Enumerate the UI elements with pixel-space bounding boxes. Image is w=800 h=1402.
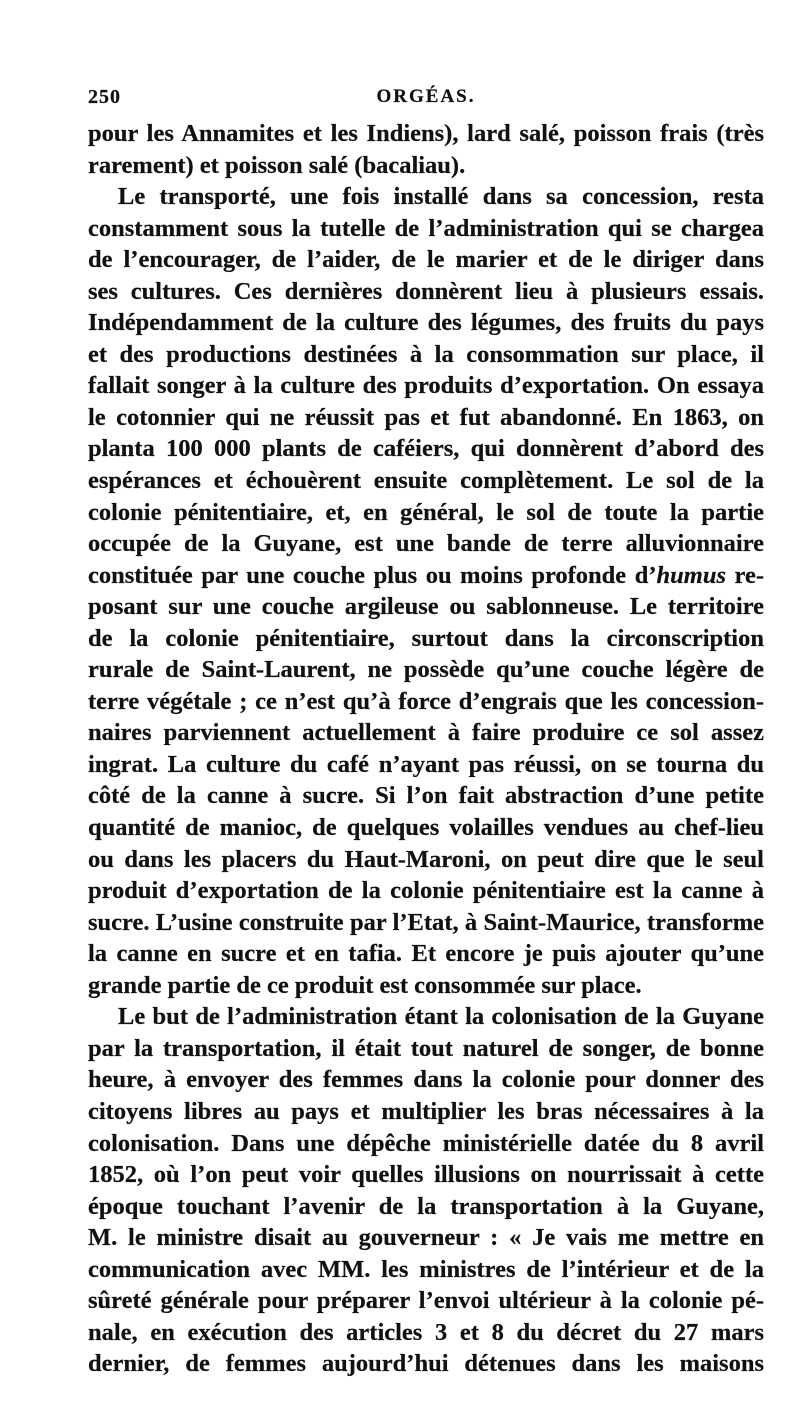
text-line <box>88 1191 764 1223</box>
text-line-content: dernier, de femmes aujourd’hui détenues dans les maisons <box>88 1350 764 1378</box>
text-line <box>88 307 764 339</box>
text-line <box>88 749 764 781</box>
text-line-content: Indépendamment de la culture des légumes, des fruits du pays <box>88 309 764 337</box>
text-line <box>88 244 764 276</box>
text-line-content: colonisation. Dans une dépêche ministérielle datée du 8 avril <box>88 1129 764 1157</box>
text-line-content: posant sur une couche argileuse ou sablonneuse. Le territoire <box>88 593 764 621</box>
text-line <box>88 118 764 150</box>
text-line-content: de l’encourager, de l’aider, de le marier et de le diriger dans <box>88 246 764 274</box>
text-line <box>88 1128 764 1160</box>
text-line <box>88 213 764 245</box>
page-header <box>88 86 764 116</box>
text-line-content: constamment sous la tutelle de l’administration qui se chargea <box>88 214 764 242</box>
text-line <box>88 465 764 497</box>
text-line <box>88 1159 764 1191</box>
text-line <box>88 528 764 560</box>
text-line-content: de la colonie pénitentiaire, surtout dans la circonscription <box>88 624 764 652</box>
text-line-content: rarement) et poisson salé (bacaliau). <box>88 151 466 179</box>
page-number: 250 <box>88 86 121 108</box>
text-line-content: naires parviennent actuellement à faire produire ce sol assez <box>88 719 764 747</box>
text-line <box>88 686 764 718</box>
text-line <box>88 1064 764 1096</box>
text-line <box>88 1033 764 1065</box>
text-line <box>88 875 764 907</box>
text-line <box>88 276 764 308</box>
text-line <box>88 1222 764 1254</box>
text-line-content: sûreté générale pour préparer l’envoi ultérieur à la colonie pé- <box>88 1287 764 1315</box>
text-line-content: citoyens libres au pays et multiplier les bras nécessaires à la <box>88 1097 764 1125</box>
book-page <box>88 86 764 1380</box>
text-line-content: planta 100 000 plants de caféiers, qui donnèrent d’abord des <box>88 435 764 463</box>
text-line-continuation: re- <box>725 561 765 589</box>
text-line <box>88 623 764 655</box>
text-line-content: terre végétale ; ce n’est qu’à force d’engrais que les concession- <box>88 687 764 715</box>
text-line-content: occupée de la Guyane, est une bande de terre alluvionnaire <box>88 530 764 558</box>
text-line <box>88 1254 764 1286</box>
text-line <box>88 654 764 686</box>
text-line-content: ou dans les placers du Haut-Maroni, on peut dire que le seul <box>88 845 764 873</box>
text-line-content: époque touchant l’avenir de la transportation à la Guyane, <box>88 1192 764 1220</box>
text-line-content: et des productions destinées à la consommation sur place, il <box>88 340 764 368</box>
text-line-content: Le but de l’administration étant la colonisation de la Guyane <box>118 1003 764 1031</box>
text-line <box>88 433 764 465</box>
text-line-content: ses cultures. Ces dernières donnèrent lieu à plusieurs essais. <box>88 277 764 305</box>
text-line <box>88 780 764 812</box>
text-line-content: 1852, où l’on peut voir quelles illusions on nourrissait à cette <box>88 1161 764 1189</box>
text-line-content: Le transporté, une fois installé dans sa concession, resta <box>118 183 764 211</box>
text-line <box>88 339 764 371</box>
text-line <box>88 370 764 402</box>
body-text <box>88 118 764 1380</box>
text-line-content: constituée par une couche plus ou moins profonde d’ <box>88 561 657 589</box>
text-line-content: pour les Annamites et les Indiens), lard salé, poisson frais (très <box>88 120 764 147</box>
text-line-content: sucre. L’usine construite par l’Etat, à Saint-Maurice, transforme <box>88 908 764 936</box>
text-line-content: M. le ministre disait au gouverneur : « Je vais me mettre en <box>88 1224 764 1252</box>
text-line <box>88 970 764 1002</box>
text-line-content: la canne en sucre et en tafia. Et encore je puis ajouter qu’une <box>88 940 764 968</box>
text-line-content: par la transportation, il était tout naturel de songer, de bonne <box>88 1034 764 1062</box>
text-line-content: nale, en exécution des articles 3 et 8 du décret du 27 mars <box>88 1318 764 1346</box>
text-line <box>88 907 764 939</box>
text-line <box>88 1096 764 1128</box>
text-line <box>88 1285 764 1317</box>
text-line <box>88 1317 764 1349</box>
text-line-content: fallait songer à la culture des produits d’exportation. On essaya <box>88 372 764 400</box>
text-line-content: colonie pénitentiaire, et, en général, le sol de toute la partie <box>88 498 764 526</box>
text-line-content: espérances et échouèrent ensuite complètement. Le sol de la <box>88 467 764 495</box>
text-line-content: ingrat. La culture du café n’ayant pas réussi, on se tourna du <box>88 750 764 778</box>
text-line-content: grande partie de ce produit est consommée sur place. <box>88 971 642 999</box>
text-line-content: côté de la canne à sucre. Si l’on fait abstraction d’une petite <box>88 782 764 810</box>
text-line-content: communication avec MM. les ministres de l’intérieur et de la <box>88 1255 764 1283</box>
text-line <box>88 1348 764 1380</box>
text-line-content: heure, à envoyer des femmes dans la colonie pour donner des <box>88 1066 764 1094</box>
text-line <box>88 497 764 529</box>
text-line <box>88 938 764 970</box>
text-line <box>88 150 764 182</box>
text-line-content: le cotonnier qui ne réussit pas et fut abandonné. En 1863, on <box>88 403 764 431</box>
text-line <box>88 591 764 623</box>
text-line <box>88 717 764 749</box>
text-line <box>88 402 764 434</box>
italic-word: humus <box>656 561 726 589</box>
text-line-content: rurale de Saint-Laurent, ne possède qu’une couche légère de <box>88 656 764 684</box>
text-line <box>88 812 764 844</box>
text-line-content: produit d’exportation de la colonie pénitentiaire est la canne à <box>88 877 764 905</box>
running-title: ORGÉAS. <box>376 86 476 107</box>
text-line <box>88 560 764 592</box>
text-line <box>88 1001 764 1033</box>
text-line <box>88 181 764 213</box>
text-line <box>88 844 764 876</box>
text-line-content: quantité de manioc, de quelques volailles vendues au chef-lieu <box>88 814 764 842</box>
